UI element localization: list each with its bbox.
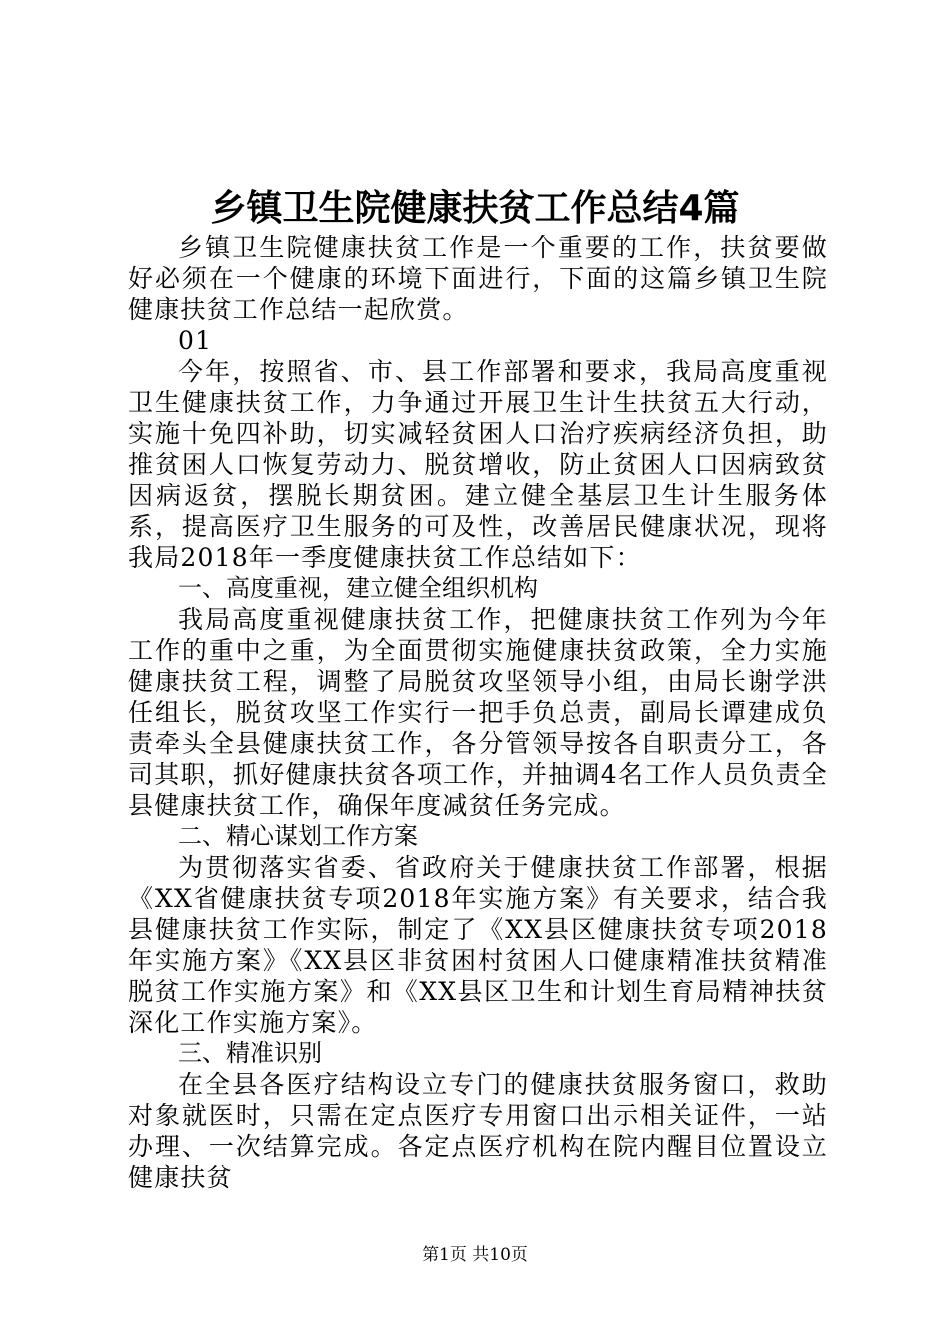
paragraph-1: 今年，按照省、市、县工作部署和要求，我局高度重视卫生健康扶贫工作，力争通过开展卫生计生扶贫五大行动，实施十免四补助，切实减轻贫困人口治疗疾病经济负担，助推贫困人口恢复劳动力、脱贫增收，防止贫困人口因病致贫因病返贫，摆脱长期贫困。建立健全基层卫生计生服务体系，提高医疗卫生服务的可及性，改善居民健康状况，现将我局2018年一季度健康扶贫工作总结如下： [128, 357, 828, 572]
page-footer: 第1页 共10页 [422, 1245, 528, 1265]
section-heading-3: 三、精准识别 [178, 1039, 322, 1067]
intro-paragraph: 乡镇卫生院健康扶贫工作是一个重要的工作，扶贫要做好必须在一个健康的环境下面进行，下面的这篇乡镇卫生院健康扶贫工作总结一起欣赏。 [128, 233, 828, 324]
document-body [128, 232, 828, 1193]
paragraph-4: 在全县各医疗结构设立专门的健康扶贫服务窗口，救助对象就医时，只需在定点医疗专用窗口出示相关证件，一站办理、一次结算完成。各定点医疗机构在院内醒目位置设立健康扶贫 [128, 1070, 828, 1192]
document-title: 乡镇卫生院健康扶贫工作总结4篇 [210, 188, 740, 229]
paragraph-2: 我局高度重视健康扶贫工作，把健康扶贫工作列为今年工作的重中之重，为全面贯彻实施健康扶贫政策，全力实施健康扶贫工程，调整了局脱贫攻坚领导小组，由局长谢学洪任组长，脱贫攻坚工作实行一把手负总责，副局长谭建成负责牵头全县健康扶贫工作，各分管领导按各自职责分工，各司其职，抓好健康扶贫各项工作，并抽调4名工作人员负责全县健康扶贫工作，确保年度减贫任务完成。 [128, 605, 828, 820]
section-number: 01 [178, 326, 213, 355]
section-heading-2: 二、精心谋划工作方案 [178, 822, 418, 850]
paragraph-3: 为贯彻落实省委、省政府关于健康扶贫工作部署，根据《XX省健康扶贫专项2018年实施方案》有关要求，结合我县健康扶贫工作实际，制定了《XX县区健康扶贫专项2018年实施方案》《XX县区非贫困村贫困人口健康精准扶贫精准脱贫工作实施方案》和《XX县区卫生和计划生育局精神扶贫深化工作实施方案》。 [128, 853, 828, 1037]
section-heading-1: 一、高度重视，建立健全组织机构 [178, 574, 538, 602]
